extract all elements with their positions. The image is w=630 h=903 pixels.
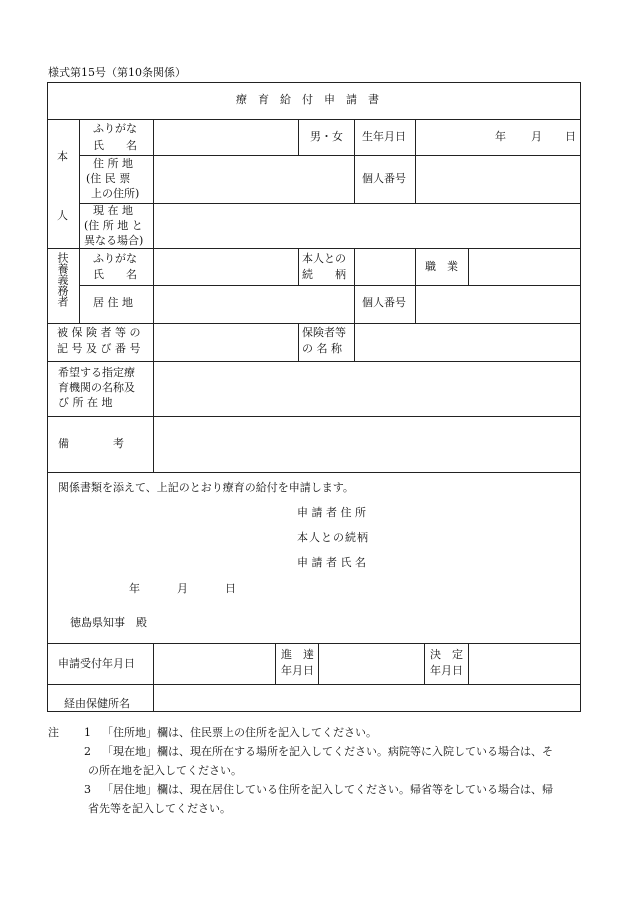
application-day: 日	[225, 582, 236, 595]
person-furigana-label: ふりがな	[93, 122, 137, 135]
guardian-furigana-label: ふりがな	[93, 252, 137, 265]
insurer-label-1: 保険者等	[302, 326, 346, 339]
residence-label: 居 住 地	[93, 296, 133, 309]
institution-label-3: び 所 在 地	[58, 396, 113, 409]
address-label-3: 上の住所)	[91, 187, 140, 200]
application-year: 年	[129, 582, 140, 595]
birth-month: 月	[531, 130, 542, 143]
birth-year: 年	[495, 130, 506, 143]
birth-day: 日	[565, 130, 576, 143]
holder-label-2: 記 号 及 び 番 号	[57, 342, 141, 355]
note-2-line-1: 「現在地」欄は、現在所在する場所を記入してください。病院等に入院している場合は、そ	[102, 745, 553, 758]
person-name-label: 氏 名	[93, 139, 137, 152]
applicant-address-label: 申 請 者 住 所	[297, 506, 366, 519]
person-mynumber-label: 個人番号	[362, 172, 406, 185]
job-label: 職 業	[425, 260, 458, 273]
applicant-name-label: 申 請 者 氏 名	[297, 556, 366, 569]
sex-choice: 男・女	[310, 130, 343, 143]
institution-label-1: 希望する指定療	[58, 366, 135, 379]
birth-date-label: 生年月日	[362, 130, 406, 143]
note-1: 「住所地」欄は、住民票上の住所を記入してください。	[102, 726, 377, 739]
note-2-number: 2	[84, 745, 91, 758]
via-office-label: 経由保健所名	[64, 697, 130, 710]
forwarded-label-1: 進 達	[281, 648, 314, 661]
current-label-2: (住 所 地 と	[84, 219, 143, 232]
relation-label-1: 本人との	[302, 252, 346, 265]
guardian-name-label: 氏 名	[93, 268, 137, 281]
form-number: 様式第15号（第10条関係）	[48, 66, 186, 79]
current-label-1: 現 在 地	[93, 204, 133, 217]
remarks-label: 備 考	[58, 437, 124, 450]
note-3-line-1: 「居住地」欄は、現在居住している住所を記入してください。帰省等をしている場合は、帰	[102, 783, 553, 796]
addressee: 徳島県知事 殿	[70, 616, 147, 629]
institution-label-2: 育機関の名称及	[58, 381, 135, 394]
note-3-number: 3	[84, 783, 91, 796]
application-statement: 関係書類を添えて、上記のとおり療育の給付を申請します。	[58, 481, 354, 494]
notes-prefix: 注	[48, 726, 59, 739]
guardian-mynumber-label: 個人番号	[362, 296, 406, 309]
decided-label-1: 決 定	[430, 648, 463, 661]
application-month: 月	[177, 582, 188, 595]
note-3-line-2: 省先等を記入してください。	[88, 802, 231, 815]
note-1-number: 1	[84, 726, 91, 739]
guardian-label: 扶養義務者	[56, 252, 69, 307]
address-label-2: (住 民 票	[86, 172, 131, 185]
person-label-bottom: 人	[57, 209, 68, 222]
form-title: 療育給付申請書	[236, 93, 390, 106]
received-date-label: 申請受付年月日	[58, 657, 135, 670]
applicant-relation-label: 本人との続柄	[297, 531, 369, 544]
address-label-1: 住 所 地	[93, 157, 133, 170]
holder-label-1: 被 保 険 者 等 の	[57, 326, 141, 339]
note-2-line-2: の所在地を記入してください。	[88, 764, 242, 777]
person-label-top: 本	[57, 150, 68, 163]
insurer-label-2: の 名 称	[302, 342, 342, 355]
decided-label-2: 年月日	[430, 664, 463, 677]
forwarded-label-2: 年月日	[281, 664, 314, 677]
relation-label-2: 続 柄	[302, 268, 346, 281]
current-label-3: 異なる場合)	[84, 234, 144, 247]
